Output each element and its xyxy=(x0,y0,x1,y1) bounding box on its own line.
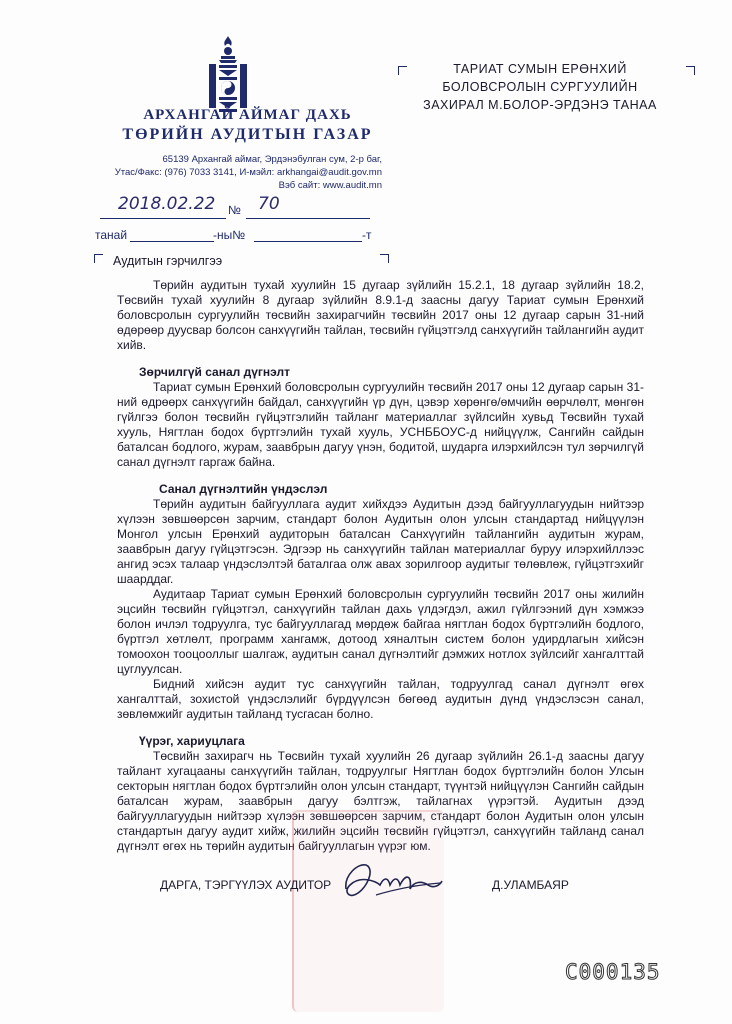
t-suffix-label: -т xyxy=(362,228,372,242)
section-title-unqualified-opinion: Зөрчилгүй санал дүгнэлт xyxy=(139,365,290,379)
number-label: № xyxy=(228,203,241,217)
addressee-line3: ЗАХИРАЛ М.БОЛОР-ЭРДЭНЭ ТАНАА xyxy=(423,98,657,112)
state-emblem-icon xyxy=(205,36,251,116)
signatory-role: ДАРГА, ТЭРГҮҮЛЭХ АУДИТОР xyxy=(160,878,332,892)
signatory-name: Д.УЛАМБАЯР xyxy=(492,878,569,892)
document-serial-number: C000135 xyxy=(565,960,661,984)
subject-corner-mark xyxy=(94,254,103,263)
section3-paragraph: Төсвийн захирагч нь Төсвийн тухай хуулийн 26 дугаар зүйлийн 26.1-д заасны дагуу тайлант хугацааны санхүүгийн тайлан, тодруулгыг Нягтлан бодох бүртгэлийн болон Улсын секторын нягтлан бодох бүртгэлийн олон улсын стандарт, түүнтэй нийцүүлэн Сангийн сайдын баталсан журам, заавбрын дагуу бэлтгэж, тайлагнах үүрэгтэй. Аудитын дээд байгууллагуудын нийтээр хүлээн зөвшөөрсөн зарчим, стандарт болон Аудитын олон улсын стандартын дагуу аудит хийж, жилийн эцсийн төсвийн гүйцэтгэл, санхүүгийн тайланд санал дүгнэлт өгөх нь төрийн аудитын байгууллагын үүрэг юм. xyxy=(117,749,644,853)
addressee-line2: БОЛОВСРОЛЫН СУРГУУЛИЙН xyxy=(442,80,638,94)
section2-paragraph2: Аудитаар Тариат сумын Ерөнхий боловсролын сургуулийн төсвийн 2017 оны жилийн эцсийн төсвийн гүйцэтгэл, санхүүгийн тайлан дахь үлдэгдэл, ажил гүйлгээний дүн хэмжээ болон ичлэл тодруулга, тус байгууллагад мөрдөж байгаа нягтлан бодох бүртгэлийн бодлого, бүртгэл хөтлөлт, программ хангамж, дотоод хяналтын систем болон удирдлагын хийсэн томоохон тооцооллыг шалгаж, аудитын санал дүгнэлтийг дэмжих нотлох зүйлсийг хангалттай цуглуулсан. xyxy=(117,587,644,676)
contact-address: 65139 Архангай аймаг, Эрдэнэбулган сум, 2-р баг, xyxy=(162,154,382,165)
section2-paragraph1: Төрийн аудитын байгууллага аудит хийхдээ Аудитын дээд байгууллагуудын нийтээр хүлээн зөвшөөрсөн зарчим, стандарт болон Аудитын олон улсын стандартад нийцүүлэн Монгол улсын Ерөнхий аудиторын баталсан Санхүүгийн тайлангийн аудитын журам, заавбрын дагуу гүйцэтгэсэн. Эдгээр нь санхүүгийн тайлан материаллаг буруу илэрхийллээс ангид эсэх талаар үндэслэлтэй баталгаа олж авах зорилгоор аудитыг төлөвлөж, гүйцэтгэхийг шаарддаг. xyxy=(117,497,644,586)
handwritten-number: 70 xyxy=(258,194,280,214)
intro-paragraph: Төрийн аудитын тухай хуулийн 15 дугаар зүйлийн 15.2.1, 18 дугаар зүйлийн 18.2, Төсвийн тухай хуулийн 8 дугаар зүйлийн 8.9.1-д заасны дагуу Тариат сумын Ерөнхий боловсролын сургуулийн төсвийн захирагчийн төсвийн 2017 оны 12 дугаар сарын 31-ний өдөрөөр дуусвар болсон санхүүгийн тайлан, төсвийн гүйцэтгэлд санхүүгийн тайлангийн аудит хийв. xyxy=(117,278,644,352)
document-subject: Аудитын гэрчилгээ xyxy=(113,254,223,268)
handwritten-date: 2018.02.22 xyxy=(118,194,216,214)
contact-phone-email: Утас/Факс: (976) 7033 3141, И-мэйл: arkhangai@audit.gov.mn xyxy=(114,167,382,178)
tanai-underline xyxy=(130,241,214,242)
section1-paragraph: Тариат сумын Ерөнхий боловсролын сургуулийн төсвийн 2017 оны 12 дугаар сарын 31-ний өдрөөрх санхүүгийн байдал, санхүүгийн үр дүн, цэвэр хөрөнгө/өмчийн өөрчлөлт, мөнгөн гүйлгээ болон төсвийн гүйцэтгэлийн тайланг материаллаг зүйлсийн хувьд Төсвийн тухай хууль, Нягтлан бодох бүртгэлийн тухай хууль, УСНББОУС-д нийцүүлж, Сангийн сайдын баталсан бодлого, журам, заавбрын дагуу үнэн, бодитой, шударга илэрхийлсэн тул зөрчилгүй санал дүгнэлт гаргаж байна. xyxy=(117,380,644,469)
document-body xyxy=(117,278,644,854)
addressee-corner-mark xyxy=(398,66,407,75)
org-name-line2: ТӨРИЙН АУДИТЫН ГАЗАР xyxy=(122,126,373,143)
section-title-responsibilities: Үүрэг, хариуцлага xyxy=(139,734,245,748)
nyn-underline xyxy=(254,241,362,242)
nyn-label: -ны№ xyxy=(213,228,246,242)
tanai-label: танай xyxy=(95,228,128,242)
handwritten-signature-icon xyxy=(336,855,446,905)
addressee-corner-mark-right xyxy=(686,66,695,75)
date-underline xyxy=(100,218,226,219)
section2-paragraph3: Бидний хийсэн аудит тус санхүүгийн тайлан, тодруулгад санал дүгнэлт өгөх хангалттай, зохистой үндэслэлийг бүрдүүлсэн бөгөөд аудитын дүнд үндэслэсэн санал, зөвлөмжийг аудитын тайланд тусгасан болно. xyxy=(117,677,644,721)
addressee-line1: ТАРИАТ СУМЫН ЕРӨНХИЙ xyxy=(453,62,627,76)
red-stamp-mark xyxy=(292,810,444,1012)
contact-website: Вэб сайт: www.audit.mn xyxy=(278,180,382,191)
subject-corner-mark-right xyxy=(380,254,389,263)
number-underline xyxy=(246,218,370,219)
section-title-basis-for-opinion: Санал дүгнэлтийн үндэслэл xyxy=(159,482,328,496)
org-name-line1: АРХАНГАЙ АЙМАГ ДАХЬ xyxy=(143,107,352,123)
